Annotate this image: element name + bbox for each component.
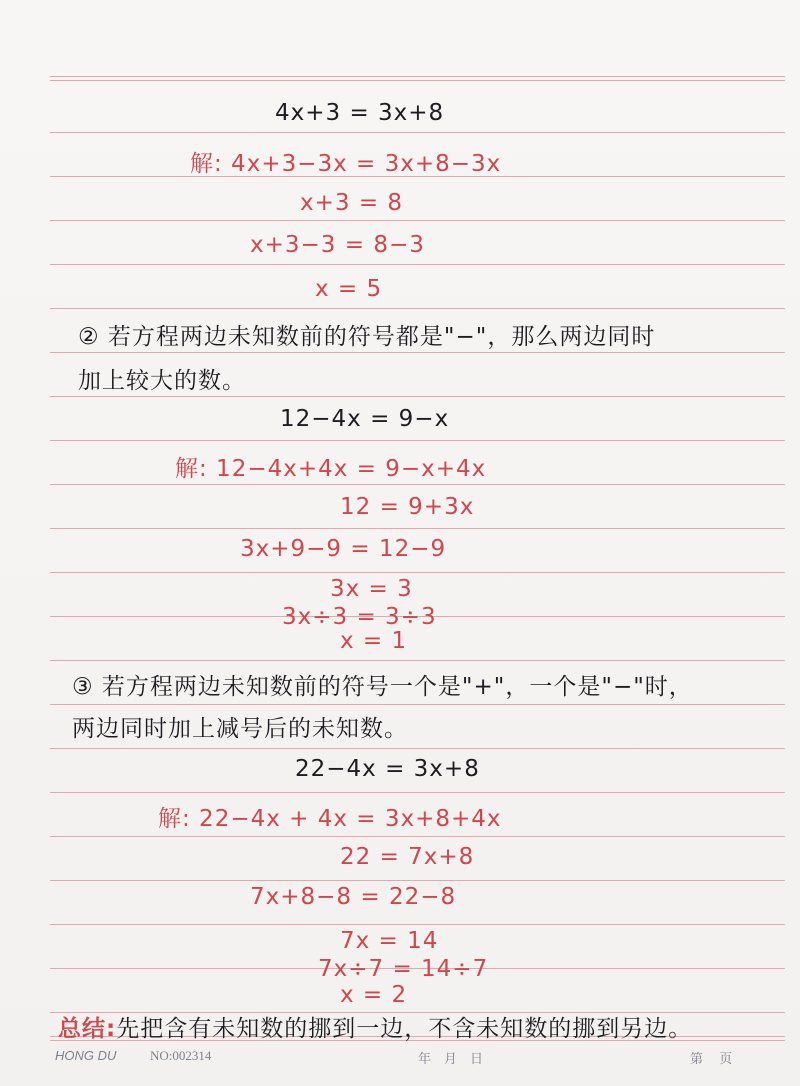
rule-3-text: ③ 若方程两边未知数前的符号一个是"+"，一个是"−"时， (72, 674, 693, 700)
solution-1-step-3: x+3−3 = 8−3 (250, 232, 425, 258)
summary-label: 总结: (58, 1016, 117, 1042)
rule-line (50, 704, 785, 705)
solution-2-step-4: 3x = 3 (330, 576, 413, 602)
solution-1-answer: x = 5 (315, 276, 383, 302)
equation-1: 4x+3 = 3x+8 (275, 100, 445, 126)
rule-line (50, 352, 785, 353)
rule-line (50, 660, 785, 661)
rule-line (50, 748, 785, 749)
rule-line (50, 220, 785, 221)
equation-3: 22−4x = 3x+8 (295, 756, 480, 782)
rule-line (50, 924, 785, 925)
page-field: 第 页 (690, 1051, 733, 1066)
solution-3-step-1: 解: 22−4x + 4x = 3x+8+4x (158, 806, 502, 832)
brand-mark: HONG DU (55, 1048, 117, 1063)
solution-2-step-2: 12 = 9+3x (340, 494, 475, 520)
solution-1-step-2: x+3 = 8 (300, 190, 404, 216)
solution-2-answer: x = 1 (340, 628, 408, 654)
equation-2: 12−4x = 9−x (280, 406, 450, 432)
rule-line (50, 836, 785, 837)
rule-line (50, 264, 785, 265)
solution-2-step-1: 解: 12−4x+4x = 9−x+4x (175, 456, 487, 482)
solution-1-step-1: 解: 4x+3−3x = 3x+8−3x (190, 151, 502, 177)
rule-3-text-cont: 两边同时加上减号后的未知数。 (72, 716, 408, 742)
solution-3-step-5: 7x÷7 = 14÷7 (318, 956, 489, 982)
solution-3-answer: x = 2 (340, 982, 408, 1008)
date-field: 年 月 日 (418, 1051, 484, 1066)
rule-line (50, 792, 785, 793)
rule-2-text-cont: 加上较大的数。 (78, 368, 246, 394)
rule-2-text: ② 若方程两边未知数前的符号都是"−"，那么两边同时 (78, 324, 656, 350)
rule-line (50, 880, 785, 881)
summary (58, 1010, 692, 1043)
solution-2-step-5: 3x÷3 = 3÷3 (282, 604, 437, 630)
summary-text: 先把含有未知数的挪到一边，不含未知数的挪到另边。 (116, 1016, 693, 1042)
rule-line (50, 528, 785, 529)
rule-line (50, 132, 785, 133)
header-rule (50, 76, 785, 77)
page-number-code: NO:002314 (150, 1048, 212, 1063)
solution-3-step-4: 7x = 14 (340, 928, 439, 954)
solution-3-step-2: 22 = 7x+8 (340, 844, 475, 870)
solution-3-step-3: 7x+8−8 = 22−8 (250, 884, 457, 910)
rule-line (50, 396, 785, 397)
rule-line (50, 484, 785, 485)
rule-line (50, 440, 785, 441)
solution-2-step-3: 3x+9−9 = 12−9 (240, 536, 447, 562)
rule-line (50, 308, 785, 309)
rule-line (50, 572, 785, 573)
